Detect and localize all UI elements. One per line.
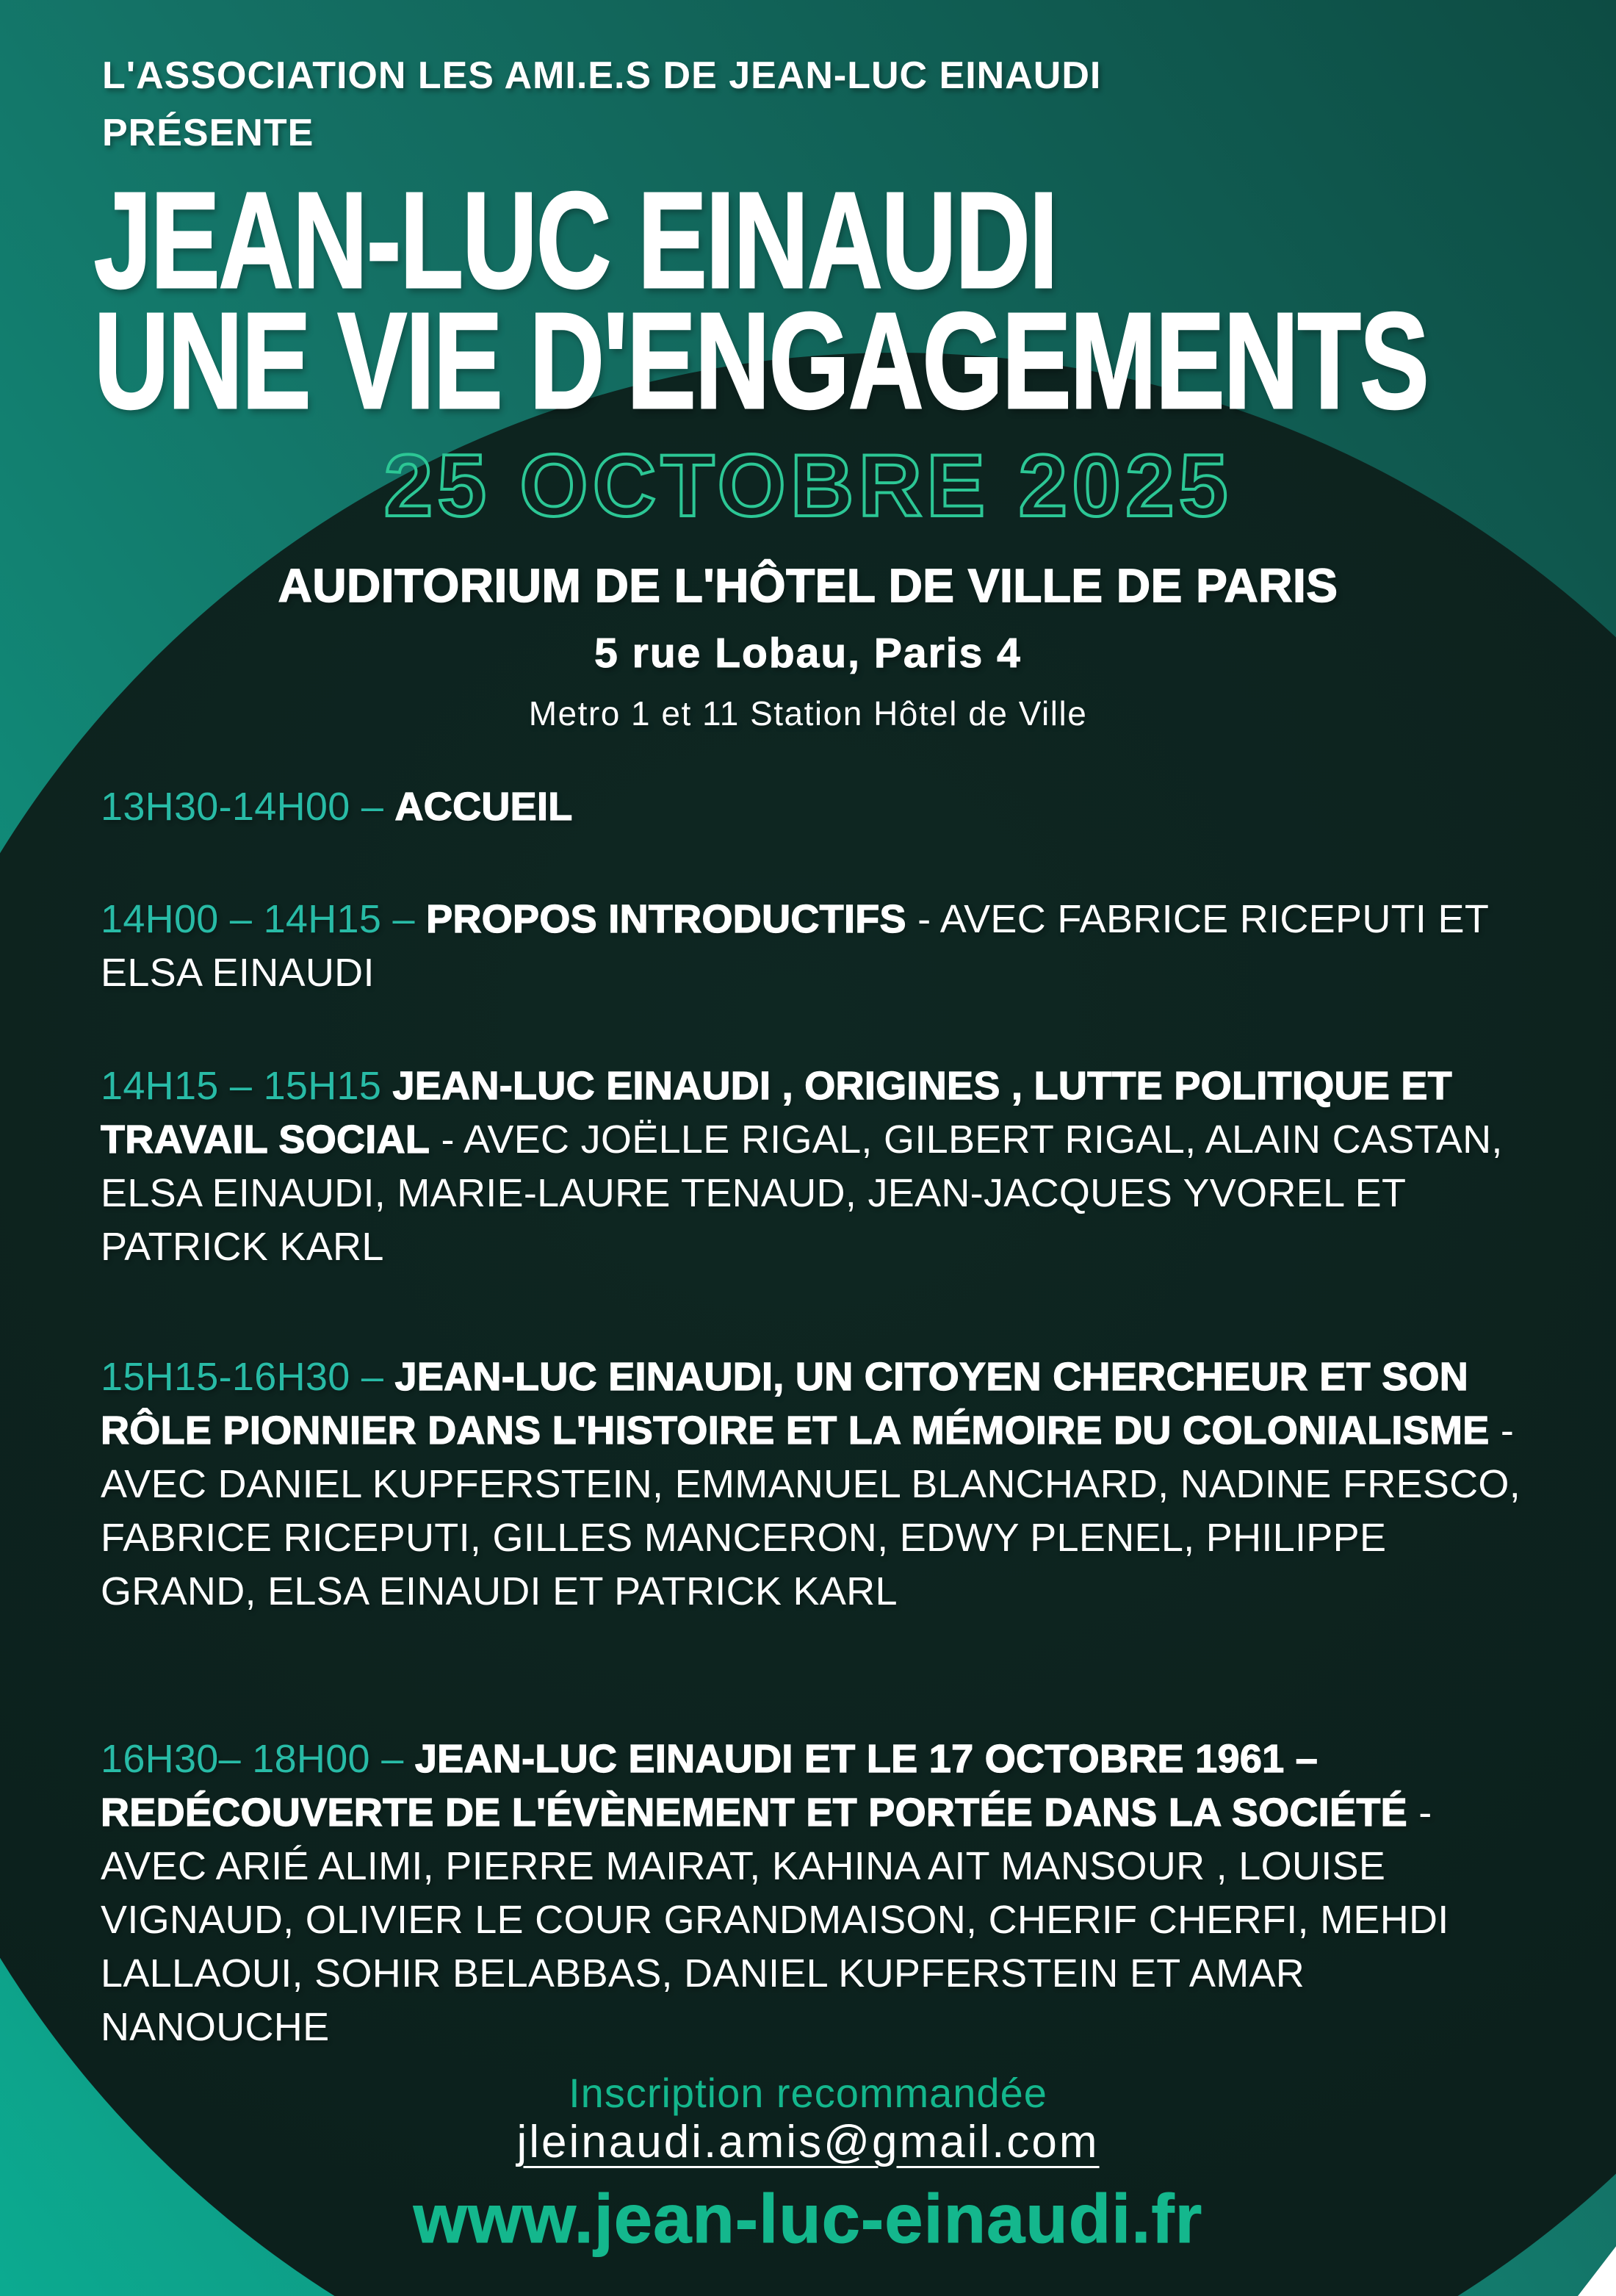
schedule-title: JEAN-LUC EINAUDI ET LE 17 OCTOBRE 1961 – REDÉCOUVERTE DE L'ÉVÈNEMENT ET PORTÉE DANS LA SOCIÉTÉ [101, 1737, 1407, 1835]
venue-name: AUDITORIUM DE L'HÔTEL DE VILLE DE PARIS [278, 559, 1338, 612]
schedule-time: 16H30– 18H00 – [101, 1737, 415, 1781]
page-title [94, 165, 1429, 437]
registration-label: Inscription recommandée [569, 2070, 1047, 2116]
schedule-details: - AVEC DANIEL KUPFERSTEIN, EMMANUEL BLANCHARD, NADINE FRESCO, FABRICE RICEPUTI, GILLES MANCERON, EDWY PLENEL, PHILIPPE GRAND, ELSA EINAUDI ET PATRICK KARL [101, 1408, 1521, 1613]
venue-address: 5 rue Lobau, Paris 4 [594, 630, 1022, 677]
metro-directions: Metro 1 et 11 Station Hôtel de Ville [528, 694, 1088, 733]
schedule-title: PROPOS INTRODUCTIFS [426, 897, 906, 941]
schedule-time: 15H15-16H30 – [101, 1355, 395, 1399]
schedule-title: ACCUEIL [394, 785, 573, 829]
title-line2: UNE VIE D'ENGAGEMENTS [94, 285, 1429, 437]
presenter-line2: PRÉSENTE [102, 112, 314, 154]
schedule-time: 14H15 – 15H15 [101, 1064, 393, 1108]
schedule-item-accueil [101, 780, 1522, 834]
schedule-details: - AVEC ARIÉ ALIMI, PIERRE MAIRAT, KAHINA AIT MANSOUR , LOUISE VIGNAUD, OLIVIER LE COUR GRANDMAISON, CHERIF CHERFI, MEHDI LALLAOUI, SOHIR BELABBAS, DANIEL KUPFERSTEIN ET AMAR NANOUCHE [101, 1791, 1449, 2049]
schedule-details: - AVEC JOËLLE RIGAL, GILBERT RIGAL, ALAIN CASTAN, ELSA EINAUDI, MARIE-LAURE TENAUD, JEAN-JACQUES YVOREL ET PATRICK KARL [101, 1118, 1503, 1269]
contact-email[interactable]: jleinaudi.amis@gmail.com [516, 2117, 1100, 2167]
event-date: 25 OCTOBRE 2025 [383, 436, 1233, 535]
schedule-time: 13H30-14H00 – [101, 785, 395, 829]
contact-email-link[interactable] [0, 2116, 1616, 2168]
schedule-title: JEAN-LUC EINAUDI, UN CITOYEN CHERCHEUR ET SON RÔLE PIONNIER DANS L'HISTOIRE ET LA MÉMOIRE DU COLONIALISME [101, 1355, 1501, 1453]
presenter-line1: L'ASSOCIATION LES AMI.E.S DE JEAN-LUC EINAUDI [102, 54, 1102, 97]
schedule-details: - AVEC FABRICE RICEPUTI ET ELSA EINAUDI [101, 897, 1489, 995]
schedule-time: 14H00 – 14H15 – [101, 897, 427, 941]
title-line1: JEAN-LUC EINAUDI [94, 165, 1057, 317]
schedule-item-origines-lutte-politique [101, 1059, 1522, 1274]
presenter-header [102, 47, 1101, 162]
schedule-item-propos-introductifs [101, 893, 1522, 1000]
schedule-item-citoyen-chercheur [101, 1350, 1522, 1619]
schedule-item-17-octobre-1961 [101, 1732, 1522, 2054]
schedule-title: JEAN-LUC EINAUDI , ORIGINES , LUTTE POLITIQUE ET TRAVAIL SOCIAL [101, 1064, 1452, 1162]
website-link[interactable]: www.jean-luc-einaudi.fr [413, 2180, 1203, 2257]
